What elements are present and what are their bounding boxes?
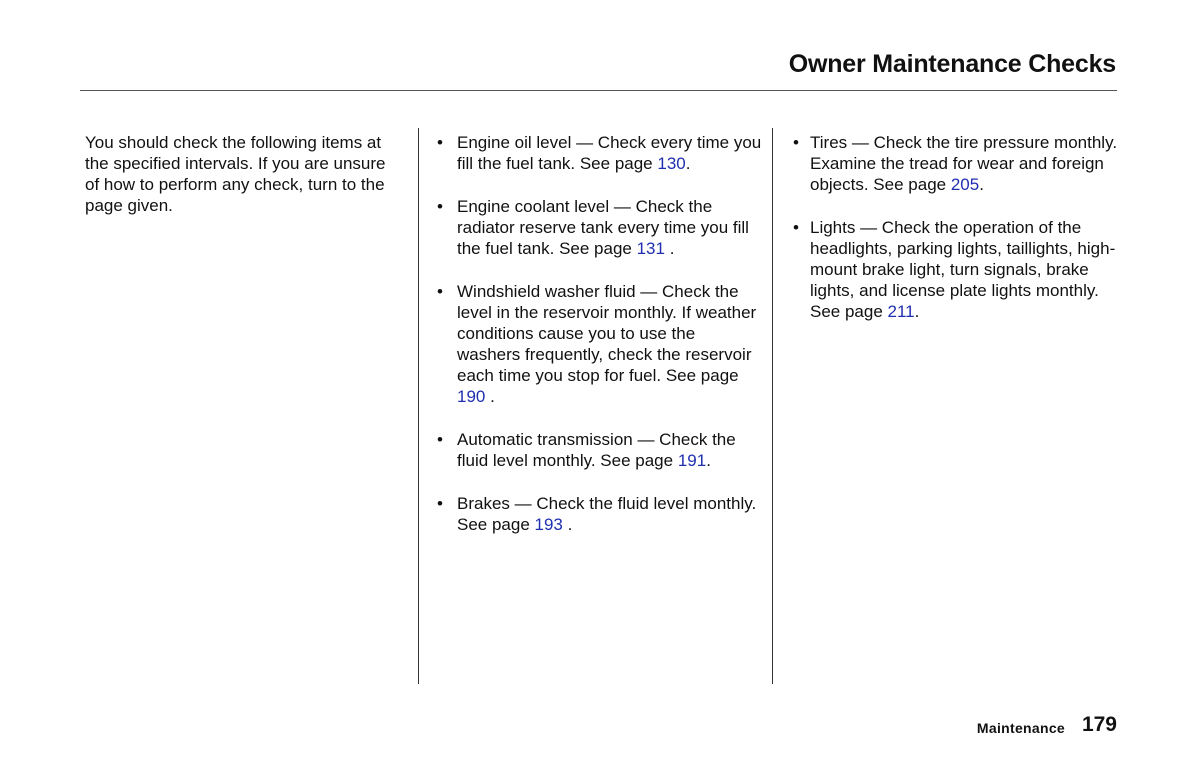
check-item-engine-oil: [437, 132, 762, 174]
footer-section-label: Maintenance: [976, 720, 1065, 736]
bullet-icon: •: [437, 197, 443, 216]
title-rule: [80, 90, 1117, 91]
check-item-lights: [793, 217, 1118, 322]
check-item-punct: .: [562, 515, 573, 534]
check-item-text: Automatic transmission — Check the fluid level monthly. See page: [457, 430, 736, 470]
page-link-130[interactable]: 130: [657, 154, 686, 173]
check-item-engine-coolant: [437, 196, 762, 259]
check-item-text: Lights — Check the operation of the headlights, parking lights, taillights, high-mount brake light, turn signals, brake lights, and license plate lights monthly. See page: [810, 218, 1116, 321]
check-item-brakes: [437, 493, 762, 535]
check-item-punct: .: [685, 154, 691, 173]
bullet-icon: •: [793, 218, 799, 237]
check-item-washer-fluid: [437, 281, 762, 407]
checklist-column-middle: [437, 132, 762, 557]
bullet-icon: •: [437, 430, 443, 449]
check-item-text: Brakes — Check the fluid level monthly. See page: [457, 494, 757, 534]
check-item-text: Tires — Check the tire pressure monthly. Examine the tread for wear and foreign objects. See page: [810, 133, 1118, 194]
page-link-131[interactable]: 131: [636, 239, 665, 258]
check-item-tires: [793, 132, 1118, 195]
bullet-icon: •: [437, 133, 443, 152]
check-item-text: Engine coolant level — Check the radiator reserve tank every time you fill the fuel tank. See page: [457, 197, 749, 258]
bullet-icon: •: [437, 282, 443, 301]
checklist-column-right: [793, 132, 1118, 344]
page-link-190[interactable]: 190: [457, 387, 486, 406]
check-item-punct: .: [485, 387, 495, 406]
check-item-punct: .: [914, 302, 920, 321]
column-divider-right: [772, 128, 773, 684]
check-item-punct: .: [664, 239, 675, 258]
page-link-211[interactable]: 211: [887, 302, 915, 321]
page-link-205[interactable]: 205: [950, 175, 980, 194]
page-title: Owner Maintenance Checks: [788, 50, 1116, 78]
check-item-text: Windshield washer fluid — Check the level in the reservoir monthly. If weather conditions cause you to use the washers frequently, check the reservoir each time you stop for fuel. See page: [457, 282, 757, 385]
bullet-icon: •: [437, 494, 443, 513]
check-item-automatic-transmission: [437, 429, 762, 471]
column-divider-left: [418, 128, 419, 684]
bullet-icon: •: [793, 133, 799, 152]
check-item-punct: .: [979, 175, 984, 194]
intro-paragraph: You should check the following items at the specified intervals. If you are unsure of how to perform any check, turn to the page given.: [85, 133, 386, 215]
check-item-text: Engine oil level — Check every time you fill the fuel tank. See page: [457, 133, 762, 173]
page-link-193[interactable]: 193: [534, 515, 563, 534]
footer-page-number: 179: [1081, 713, 1117, 736]
check-item-punct: .: [706, 451, 711, 470]
page-link-191[interactable]: 191: [677, 451, 707, 470]
